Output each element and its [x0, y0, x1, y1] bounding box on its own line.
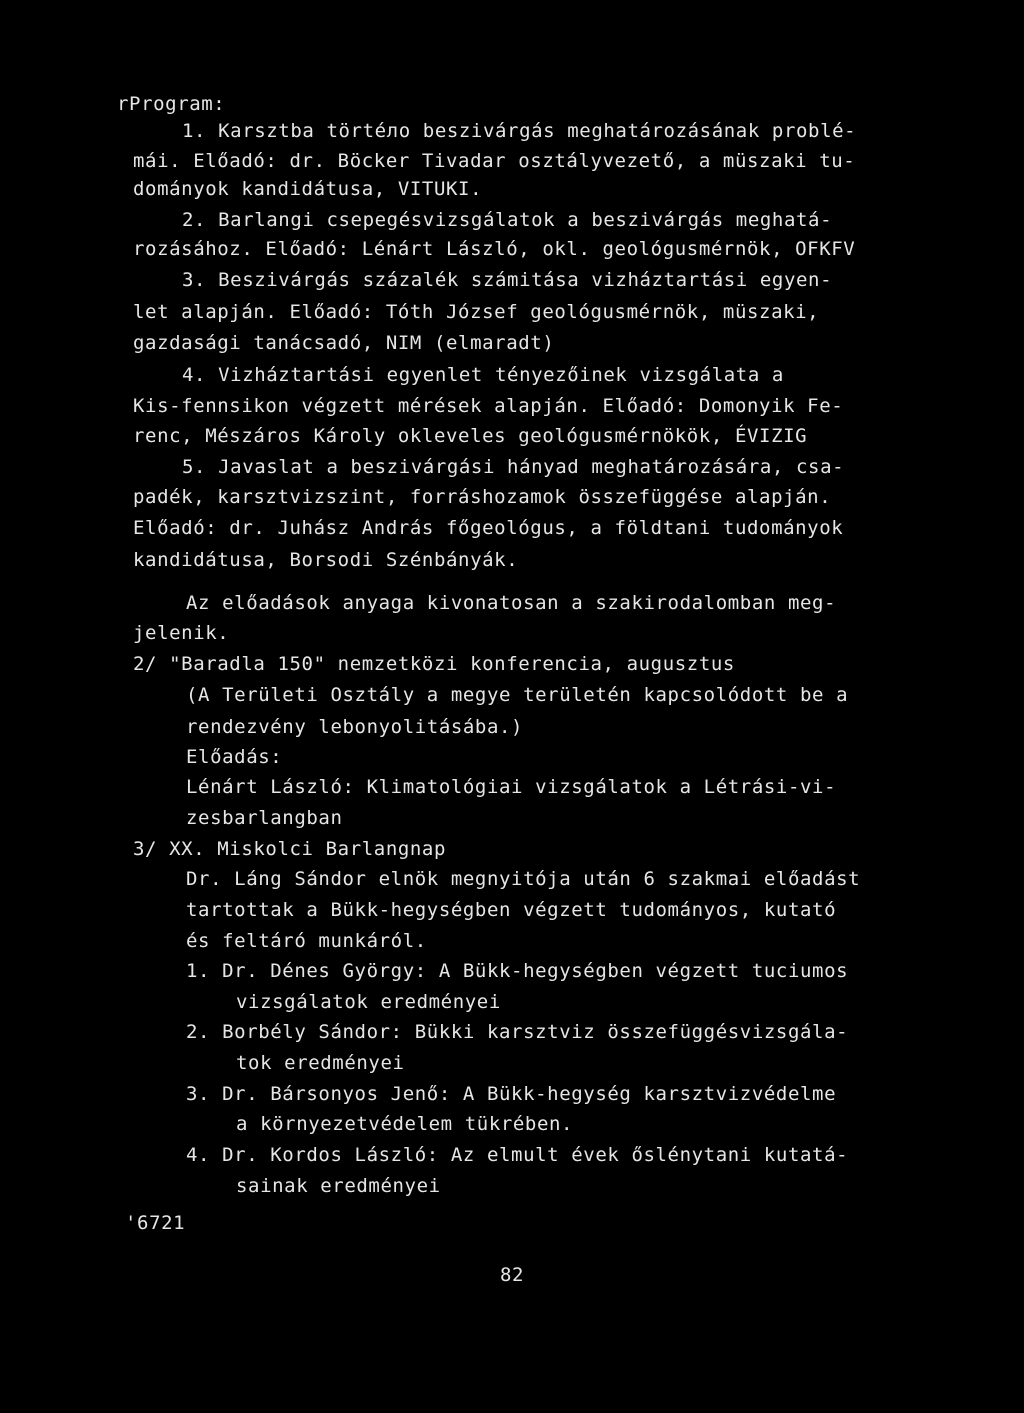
text-line-33: a környezetvédelem tükrében.	[236, 1113, 574, 1135]
text-line-17: jelenik.	[133, 622, 230, 644]
text-line-13: padék, karsztvizszint, forráshozamok összefüggése alapján.	[133, 486, 832, 508]
text-line-3: dományok kandidátusa, VITUKI.	[133, 178, 483, 200]
text-line-31: tok eredményei	[236, 1052, 405, 1074]
text-line-6: 3. Beszivárgás százalék számitása vizháztartási egyen-	[182, 269, 833, 291]
text-line-19: (A Területi Osztály a megye területén kapcsolódott be a	[186, 684, 849, 706]
text-line-16: Az előadások anyaga kivonatosan a szakirodalomban meg-	[186, 592, 837, 614]
text-line-8: gazdasági tanácsadó, NIM (elmaradt)	[133, 332, 555, 354]
text-line-27: és feltáró munkáról.	[186, 930, 427, 952]
page-number: 82	[500, 1264, 525, 1286]
text-line-18: 2/ "Baradla 150" nemzetközi konferencia, augusztus	[133, 653, 735, 675]
text-line-25: Dr. Láng Sándor elnök megnyitója után 6 szakmai előadást	[186, 868, 861, 890]
text-line-21: Előadás:	[186, 746, 283, 768]
text-line-10: Kis-fennsikon végzett mérések alapján. Előadó: Domonyik Fe-	[133, 395, 844, 417]
text-line-7: let alapján. Előadó: Tóth József geológusmérnök, müszaki,	[133, 301, 820, 323]
text-line-34: 4. Dr. Kordos László: Az elmult évek őslénytani kutatá-	[186, 1144, 849, 1166]
text-line-12: 5. Javaslat a beszivárgási hányad meghatározására, csa-	[182, 456, 845, 478]
text-line-14: Előadó: dr. Juhász András főgeológus, a földtani tudományok	[133, 517, 844, 539]
text-line-28: 1. Dr. Dénes György: A Bükk-hegységben végzett tuciumos	[186, 960, 849, 982]
program-heading: rProgram:	[117, 93, 226, 115]
text-line-30: 2. Borbély Sándor: Bükki karsztviz összefüggésvizsgála-	[186, 1021, 849, 1043]
text-line-2: mái. Előadó: dr. Böcker Tivadar osztályvezető, a müszaki tu-	[133, 150, 856, 172]
text-line-23: zesbarlangban	[186, 807, 343, 829]
text-line-9: 4. Vizháztartási egyenlet tényezőinek vizsgálata a	[182, 364, 784, 386]
text-line-20: rendezvény lebonyolitásába.)	[186, 716, 524, 738]
text-line-15: kandidátusa, Borsodi Szénbányák.	[133, 549, 519, 571]
text-line-11: renc, Mészáros Károly okleveles geológusmérnökök, ÉVIZIG	[133, 425, 808, 447]
text-line-29: vizsgálatok eredményei	[236, 991, 501, 1013]
text-line-24: 3/ XX. Miskolci Barlangnap	[133, 838, 447, 860]
text-line-4: 2. Barlangi csepegésvizsgálatok a beszivárgás meghatá-	[182, 209, 833, 231]
catalog-number: '6721	[125, 1212, 186, 1234]
text-line-32: 3. Dr. Bársonyos Jenő: A Bükk-hegység karsztvizvédelme	[186, 1083, 837, 1105]
text-line-22: Lénárt László: Klimatológiai vizsgálatok a Létrási-vi-	[186, 776, 837, 798]
text-line-1: 1. Karsztba törtéло beszivárgás meghatározásának problé-	[182, 120, 857, 142]
text-line-5: rozásához. Előadó: Lénárt László, okl. geológusmérnök, OFKFV	[133, 238, 856, 260]
text-line-26: tartottak a Bükk-hegységben végzett tudományos, kutató	[186, 899, 837, 921]
text-line-35: sainak eredményei	[236, 1175, 441, 1197]
